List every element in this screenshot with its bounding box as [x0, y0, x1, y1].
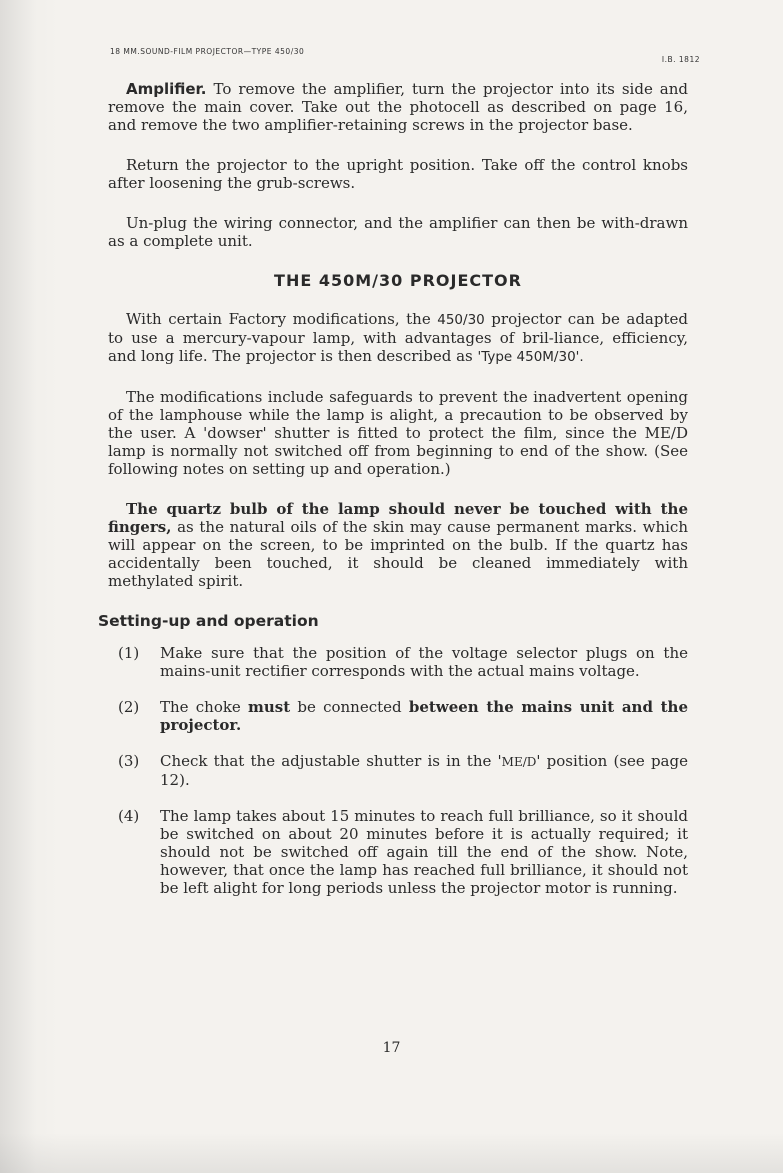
step-emphasis: must: [248, 698, 291, 716]
amplifier-lead: Amplifier.: [126, 80, 207, 98]
amplifier-paragraph-2: Return the projector to the upright position. Take off the control knobs after loosening the grub-screws.: [108, 156, 688, 192]
type-designation: 'Type 450M/30'.: [477, 349, 584, 365]
step-text: The choke: [160, 698, 249, 716]
warning-bold: The quartz bulb of the lamp should never be touched with the fingers,: [108, 500, 688, 536]
running-head-title: 18 MM.SOUND-FILM PROJECTOR—TYPE 450/30: [110, 47, 305, 56]
step-text: be connected: [290, 698, 409, 716]
list-item: [118, 644, 688, 680]
list-item: [118, 752, 688, 789]
section-title: THE 450M/30 PROJECTOR: [274, 271, 522, 290]
step-text: The lamp takes about 15 minutes to reach full brilliance, so it should be switched on about 20 minutes before it is actually required; it should not be switched off again till the end of the show. Note, however, that once the lamp has reached full brilliance, it should not be left alight for long periods unless the projector motor is running.: [160, 807, 688, 897]
step-number: (2): [118, 698, 140, 716]
step-smallcaps: ME/D: [501, 755, 537, 769]
section-paragraph-2: The modifications include safeguards to prevent the inadvertent opening of the lamphouse while the lamp is alight, a precaution to be observed by the user. A 'dowser' shutter is fitted to protect the film, since the ME/D lamp is normally not switched off from beginning to end of the show. (See following notes on setting up and operation.): [108, 388, 688, 478]
document-reference: I.B. 1812: [661, 55, 700, 64]
list-item: [118, 807, 688, 897]
amplifier-paragraph-3: Un-plug the wiring connector, and the amplifier can then be with-drawn as a complete unit.: [108, 214, 688, 250]
amplifier-paragraph-1: [108, 80, 688, 134]
warning-text: as the natural oils of the skin may cause permanent marks. which will appear on the screen, to be imprinted on the bulb. If the quartz has accidentally been touched, it should be cleaned immediately with methylated spirit.: [108, 518, 688, 590]
step-text: ' position (see page 12).: [160, 752, 688, 789]
step-emphasis: between the mains unit and the projector.: [160, 698, 688, 734]
page-bottom-shadow: [0, 1133, 783, 1173]
model-number: 450/30: [437, 312, 485, 328]
step-number: (1): [118, 644, 140, 662]
warning-paragraph: [108, 500, 688, 590]
section-paragraph-1: [108, 310, 688, 366]
section-text-1b: projector can be adapted to use a mercury-vapour lamp, with advantages of bril-liance, efficiency, and long life. The projector is then described as: [108, 310, 688, 365]
step-text: Check that the adjustable shutter is in the ': [160, 752, 502, 770]
amplifier-text-1: To remove the amplifier, turn the projector into its side and remove the main cover. Take out the photocell as described on page 16, and remove the two amplifier-retaining screws in the projector base.: [108, 80, 688, 134]
page-content: [98, 80, 688, 915]
step-number: (4): [118, 807, 140, 825]
step-number: (3): [118, 752, 140, 770]
section-text-1a: With certain Factory modifications, the: [126, 310, 438, 328]
setup-heading: Setting-up and operation: [98, 612, 319, 630]
page-edge-shadow: [0, 0, 60, 1173]
running-head: [110, 47, 700, 64]
step-text: Make sure that the position of the voltage selector plugs on the mains-unit rectifier corresponds with the actual mains voltage.: [160, 644, 688, 680]
page-number: 17: [382, 1040, 401, 1056]
setup-steps: [108, 644, 688, 897]
list-item: [118, 698, 688, 734]
